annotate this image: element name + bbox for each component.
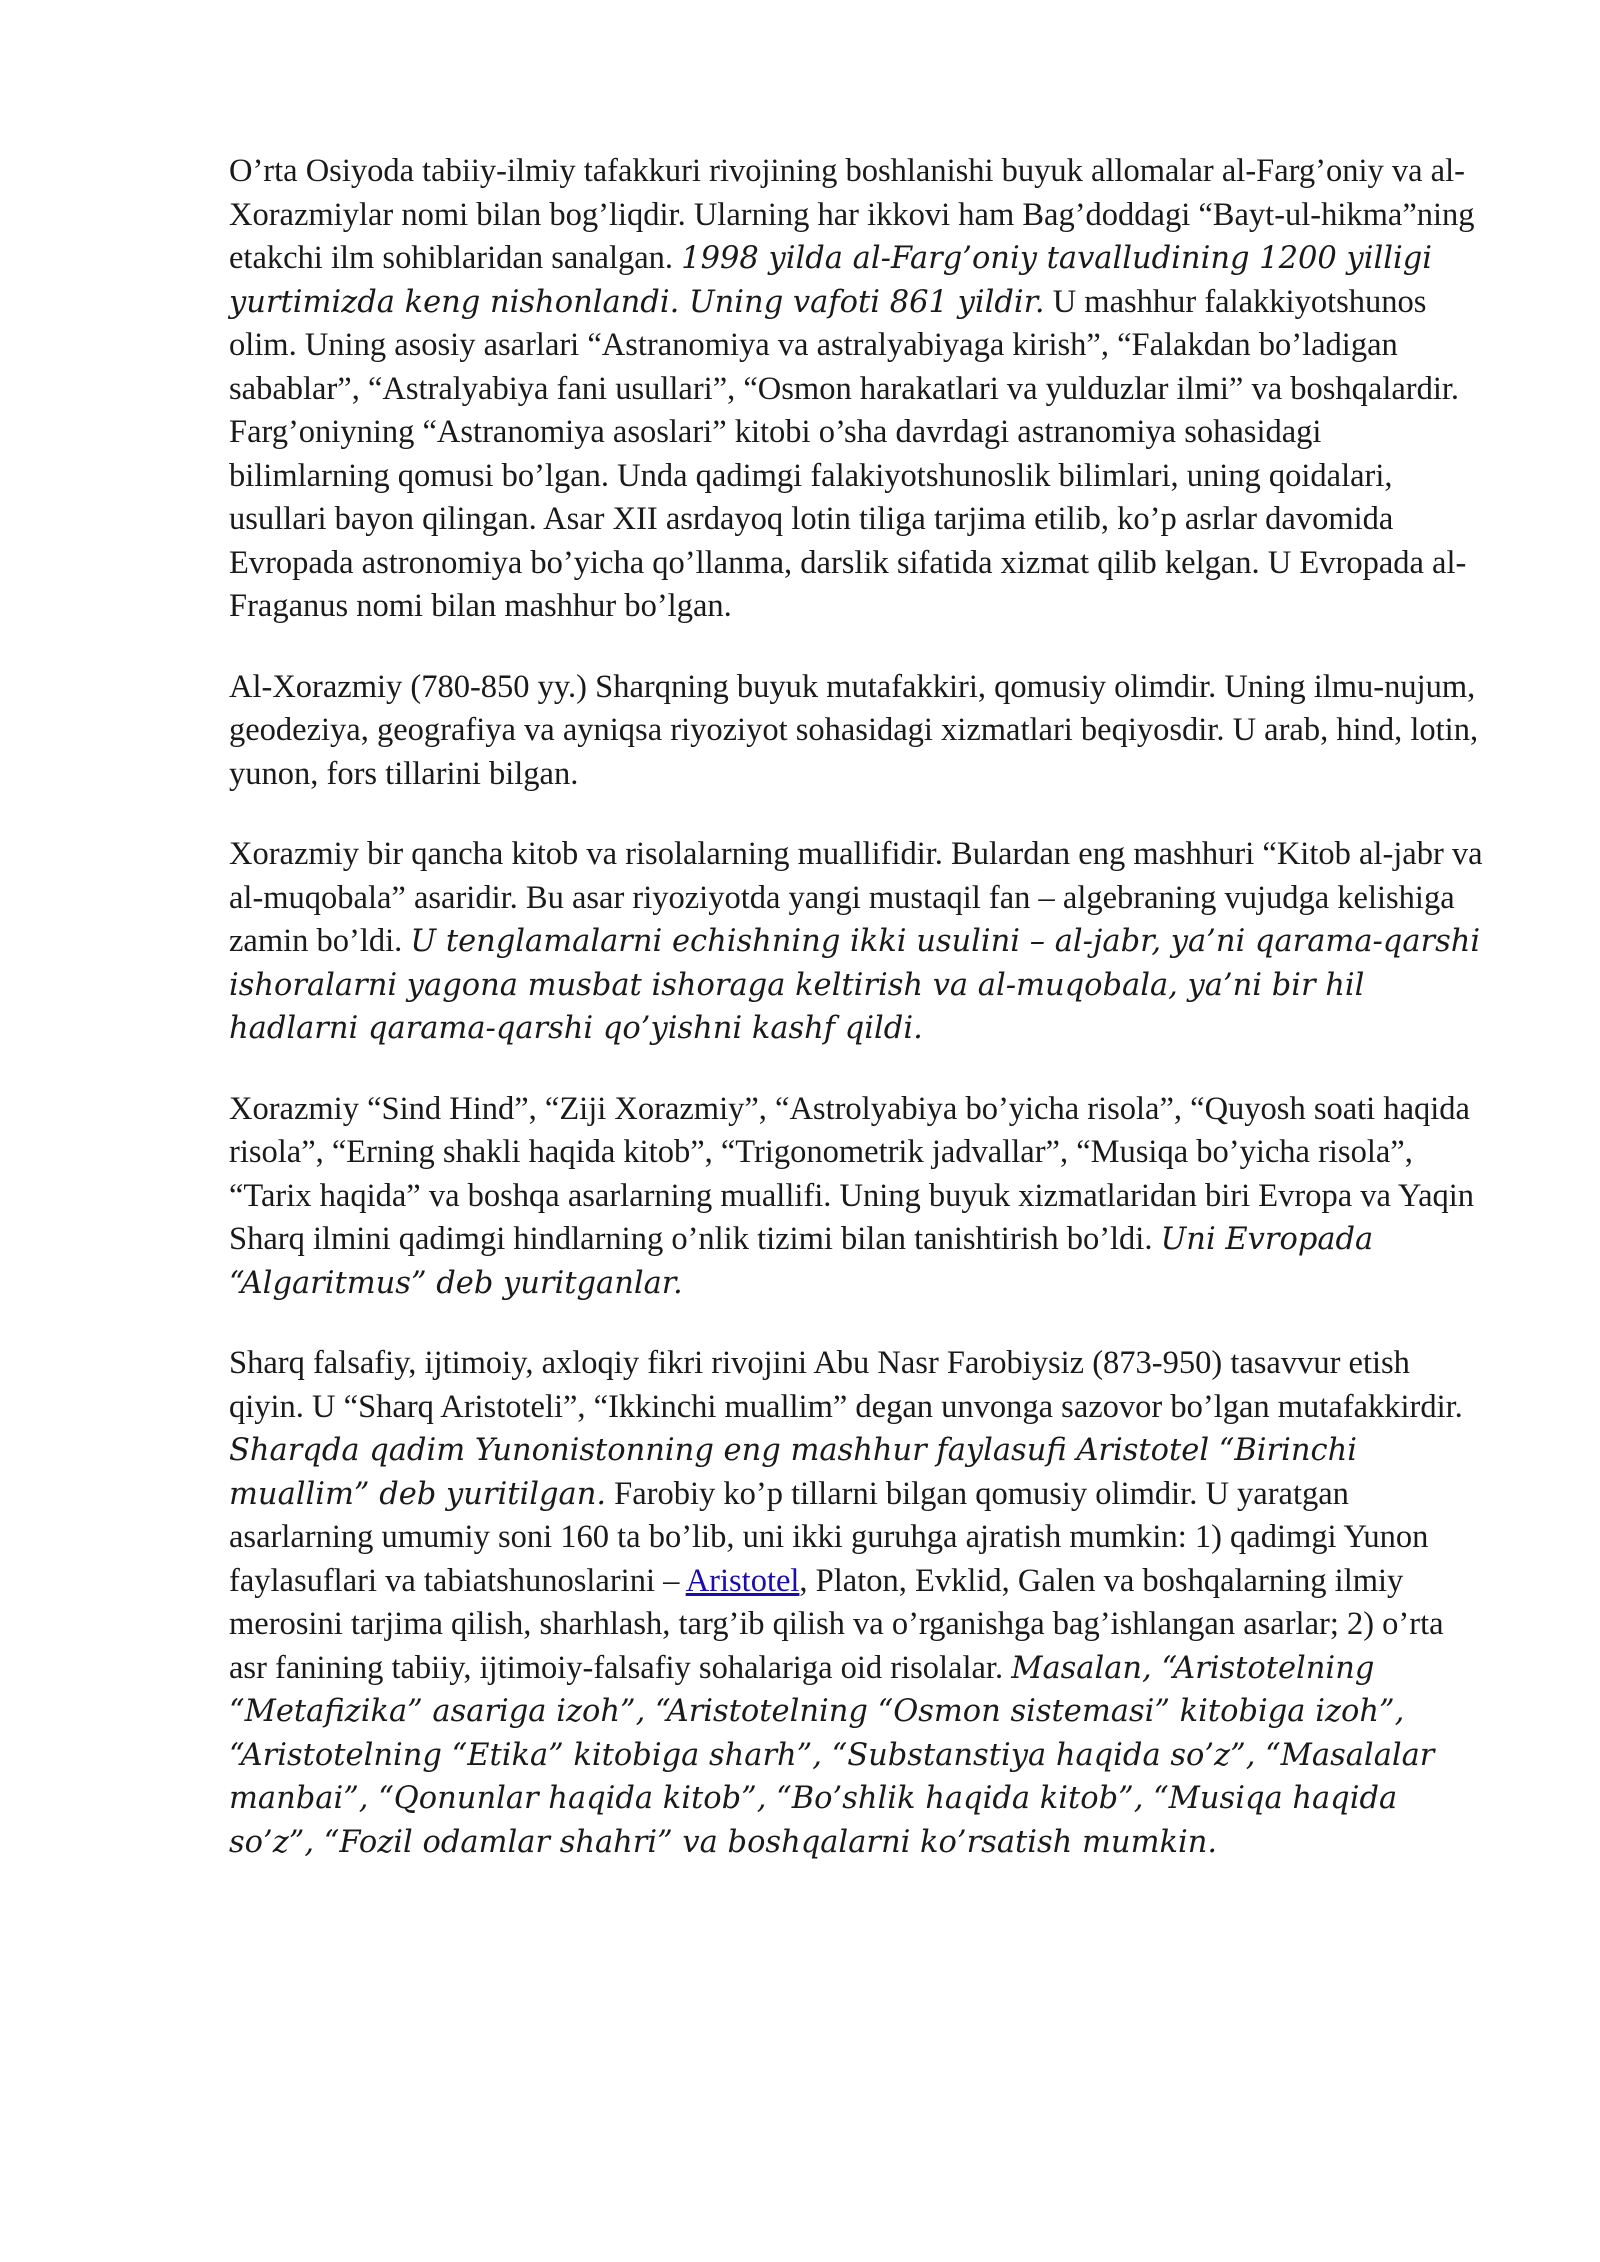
paragraph-al-jabr xyxy=(229,833,1489,1051)
paragraph-text: Al-Xorazmiy (780-850 yy.) Sharqning buyuk mutafakkiri, qomusiy olimdir. Uning ilmu-nujum, geodeziya, geografiya va ayniqsa riyoziyot sohasidagi xizmatlari beqiyosdir. U arab, hind, lotin, yunon, fors tillarini bilgan. xyxy=(229,668,1479,792)
paragraph-al-khwarizmi-intro xyxy=(229,666,1489,797)
paragraph-text: , Platon, Evklid, Galen va boshqalarning ilmiy merosini tarjima qilish, sharhlash, targ’ib qilish va o’rganishga bag’ishlangan asarlar; 2) o’rta asr fanining tabiiy, ijtimoiy-falsafiy sohalariga oid risolalar. xyxy=(229,1562,1444,1686)
paragraph-al-farghani xyxy=(229,150,1489,629)
paragraph-text: Sharq falsafiy, ijtimoiy, axloqiy fikri rivojini Abu Nasr Farobiysiz (873-950) tasavvur etish qiyin. U “Sharq Aristoteli”, “Ikkinchi muallim” degan unvonga sazovor bo’lgan mutafakkirdir. xyxy=(229,1345,1463,1425)
paragraph-text: U mashhur falakkiyotshunos olim. Uning asosiy asarlari “Astranomiya va astralyabiyaga kirish”, “Falakdan bo’ladigan sabablar”, “Astralyabiya fani usullari”, “Osmon harakatlari va yulduzlar ilmi” va boshqalardir. Farg’oniyning “Astranomiya asoslari” kitobi o’sha davrdagi astranomiya sohasidagi bilimlarning qomusi bo’lgan. Unda qadimgi falakiyotshunoslik bilimlari, uning qoidalari, usullari bayon qilingan. Asar XII asrdayoq lotin tiliga tarjima etilib, ko’p asrlar davomida Evropada astronomiya bo’yicha qo’llanma, darslik sifatida xizmat qilib kelgan. U Evropada al-Fraganus nomi bilan mashhur bo’lgan. xyxy=(229,283,1467,624)
paragraph-text: Xorazmiy “Sind Hind”, “Ziji Xorazmiy”, “Astrolyabiya bo’yicha risola”, “Quyosh soati haqida risola”, “Erning shakli haqida kitob”, “Trigonometrik jadvallar”, “Musiqa bo’yicha risola”, “Tarix haqida” va boshqa asarlarning muallifi. Uning buyuk xizmatlaridan biri Evropa va Yaqin Sharq ilmini qadimgi hindlarning o’nlik tizimi bilan tanishtirish bo’ldi. xyxy=(229,1090,1475,1257)
paragraph-khwarizmi-works xyxy=(229,1088,1489,1306)
italic-text: 1998 yilda al-Farg’oniy tavalludining 1200 yilligi yurtimizda keng nishonlandi. Uning vafoti 861 yildir. xyxy=(229,241,1433,320)
paragraph-text: Farobiy ko’p tillarni bilgan qomusiy olimdir. U yaratgan asarlarning umumiy soni 160 ta bo’lib, uni ikki guruhga ajratish mumkin: 1) qadimgi Yunon faylasuflari va tabiatshunoslarini – xyxy=(229,1475,1429,1599)
italic-text: Masalan, “Aristotelning “Metafizika” asariga izoh”, “Aristotelning “Osmon sistemasi” kitobiga izoh”, “Aristotelning “Etika” kitobiga sharh”, “Substanstiya haqida so’z”, “Masalalar manbai”, “Qonunlar haqida kitob”, “Bo’shlik haqida kitob”, “Musiqa haqida so’z”, “Fozil odamlar shahri” va boshqalarni ko’rsatish mumkin. xyxy=(229,1650,1435,1860)
document-body xyxy=(229,150,1489,1901)
aristotel-link[interactable]: Aristotel xyxy=(685,1562,800,1599)
paragraph-text: Xorazmiy bir qancha kitob va risolalarning muallifidir. Bulardan eng mashhuri “Kitob al-jabr va al-muqobala” asaridir. Bu asar riyoziyotda yangi mustaqil fan – algebraning vujudga kelishiga zamin bo’ldi. xyxy=(229,836,1483,959)
italic-text: Sharqda qadim Yunonistonning eng mashhur faylasufi Aristotel “Birinchi muallim” deb yuritilgan. xyxy=(229,1433,1357,1512)
italic-text: Uni Evropada “Algaritmus” deb yuritganlar. xyxy=(229,1222,1374,1301)
italic-text: U tenglamalarni echishning ikki usulini – al-jabr, ya’ni qarama-qarshi ishoralarni yagona musbat ishoraga keltirish va al-muqobala, ya’ni bir hil hadlarni qarama-qarshi qo’yishni kashf qildi. xyxy=(229,924,1481,1046)
paragraph-farabi xyxy=(229,1342,1489,1864)
paragraph-text: O’rta Osiyoda tabiiy-ilmiy tafakkuri rivojining boshlanishi buyuk allomalar al-Farg’oniy va al-Xorazmiylar nomi bilan bog’liqdir. Ularning har ikkovi ham Bag’doddagi “Bayt-ul-hikma”ning etakchi ilm sohiblaridan sanalgan. xyxy=(229,153,1475,276)
